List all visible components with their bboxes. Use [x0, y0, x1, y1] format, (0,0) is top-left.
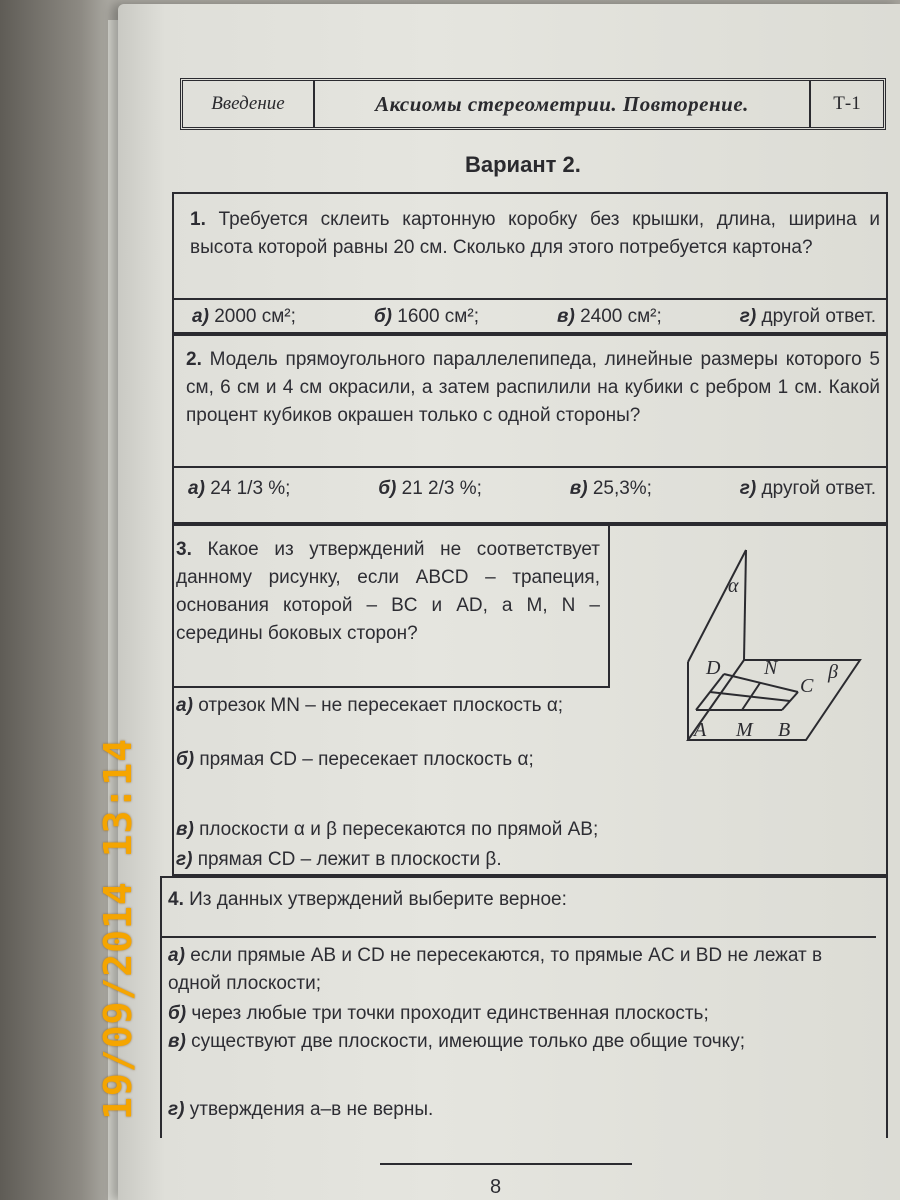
page-header [180, 78, 886, 130]
q4-option-c: в) существуют две плоскости, имеющие только две общие точку; [168, 1031, 745, 1052]
label-B: B [778, 719, 791, 741]
q3-option-b: б) прямая CD – пересекает плоскость α; [176, 749, 534, 770]
question-4 [168, 886, 868, 914]
geometry-figure [680, 540, 880, 750]
divider [160, 936, 876, 938]
plane-alpha-edge [688, 550, 746, 662]
question-1-text: Требуется склеить картонную коробку без крышки, длина, ширина и высота которой равны 20 см. Сколько для этого потребуется картона? [190, 209, 880, 258]
footer-rule [380, 1163, 632, 1165]
date-stamp: 19/09/2014 13:14 [96, 737, 140, 1120]
label-D: D [706, 657, 721, 679]
segment-DC [724, 674, 798, 692]
plane-alpha-edge [744, 550, 746, 660]
label-beta: β [828, 661, 838, 683]
label-N: N [764, 657, 778, 679]
variant-title: Вариант 2. [465, 152, 581, 177]
q1-option-b: б) 1600 см²; [373, 306, 479, 327]
question-2-options [188, 478, 876, 500]
question-3-number: 3. [176, 539, 192, 560]
header-topic: Аксиомы стереометрии. Повторение. [315, 81, 811, 127]
q3-option-a: а) отрезок MN – не пересекает плоскость α; [176, 695, 564, 716]
label-M: M [736, 719, 753, 741]
divider [172, 298, 888, 300]
divider [172, 466, 888, 468]
q1-option-c: в) 2400 см²; [556, 306, 662, 327]
label-A: A [694, 719, 707, 741]
q2-option-a: а) 24 1/3 %; [188, 478, 291, 499]
label-alpha: α [728, 575, 739, 597]
question-4-number: 4. [168, 889, 184, 910]
question-2 [186, 346, 880, 430]
q4-option-b: б) через любые три точки проходит единственная плоскость; [168, 1003, 709, 1024]
q1-option-a: а) 2000 см²; [192, 306, 296, 327]
question-1-options [192, 306, 876, 328]
q4-option-d: г) утверждения а–в не верны. [168, 1099, 434, 1120]
question-4-text: Из данных утверждений выберите верное: [189, 889, 567, 910]
q1-option-d: г) другой ответ. [739, 306, 876, 327]
question-1 [190, 206, 880, 262]
page-number: 8 [490, 1176, 502, 1198]
header-section: Введение [183, 81, 315, 127]
question-3 [176, 536, 600, 648]
question-2-number: 2. [186, 349, 202, 370]
header-code: Т-1 [833, 93, 861, 114]
q3-option-c: в) плоскости α и β пересекаются по прямой AB; [176, 819, 599, 840]
q2-option-c: в) 25,3%; [569, 478, 652, 499]
q2-option-b: б) 21 2/3 %; [378, 478, 482, 499]
question-2-text: Модель прямоугольного параллелепипеда, линейные размеры которого 5 см, 6 см и 4 см окрасили, а затем распилили на кубики с ребром 1 см. Какой процент кубиков окрашен только с одной стороны? [186, 349, 880, 426]
q4-option-a: а) если прямые AB и CD не пересекаются, то прямые AC и BD не лежат в одной плоскости; [168, 945, 823, 994]
question-3-text: Какое из утверждений не соответствует данному рисунку, если ABCD – трапеция, основания которой – BC и AD, а M, N – середины боковых сторон? [176, 539, 600, 644]
q2-option-d: г) другой ответ. [739, 478, 876, 499]
question-1-number: 1. [190, 209, 206, 230]
label-C: C [800, 675, 814, 697]
q3-option-d: г) прямая CD – лежит в плоскости β. [176, 849, 502, 870]
